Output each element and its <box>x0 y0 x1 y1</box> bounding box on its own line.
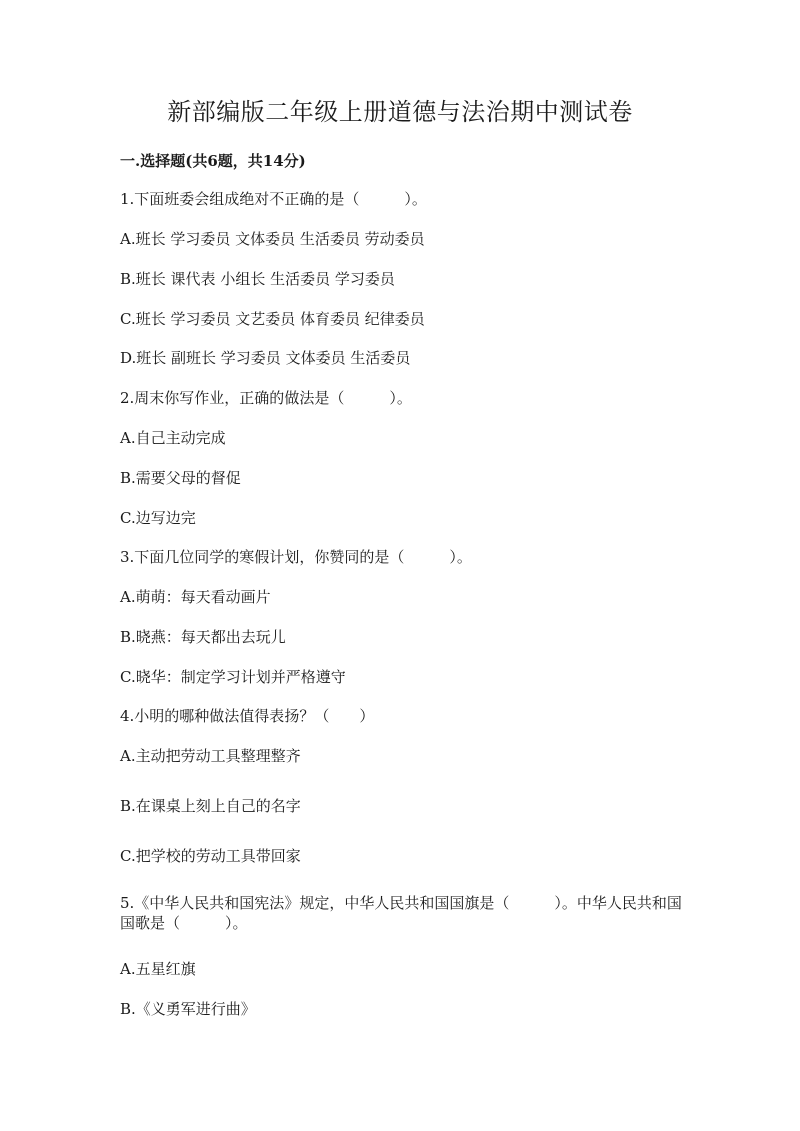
question-3-option-a: A.萌萌：每天看动画片 <box>120 588 271 606</box>
question-4-option-b: B.在课桌上刻上自己的名字 <box>120 797 301 815</box>
question-3-option-c: C.晓华：制定学习计划并严格遵守 <box>120 668 346 686</box>
question-4-option-a: A.主动把劳动工具整理整齐 <box>120 747 301 765</box>
question-5-option-a: A.五星红旗 <box>120 960 196 978</box>
question-5-option-b: B.《义勇军进行曲》 <box>120 1000 256 1018</box>
question-3-option-b: B.晓燕：每天都出去玩儿 <box>120 628 286 646</box>
section-heading: 一.选择题(共6题，共14分) <box>120 152 306 170</box>
question-1-option-c: C.班长 学习委员 文艺委员 体育委员 纪律委员 <box>120 310 425 328</box>
question-2-option-a: A.自己主动完成 <box>120 429 226 447</box>
question-5: 5.《中华人民共和国宪法》规定，中华人民共和国国旗是（ ）。中华人民共和国国歌是（ ）。 <box>120 894 682 932</box>
page-title: 新部编版二年级上册道德与法治期中测试卷 <box>167 98 633 126</box>
question-2-option-b: B.需要父母的督促 <box>120 469 241 487</box>
question-2: 2.周末你写作业，正确的做法是（ ）。 <box>120 389 412 407</box>
question-4: 4.小明的哪种做法值得表扬？（ ） <box>120 707 375 725</box>
question-1-option-d: D.班长 副班长 学习委员 文体委员 生活委员 <box>120 349 411 367</box>
question-2-option-c: C.边写边完 <box>120 509 196 527</box>
question-1-option-a: A.班长 学习委员 文体委员 生活委员 劳动委员 <box>120 230 425 248</box>
question-1-option-b: B.班长 课代表 小组长 生活委员 学习委员 <box>120 270 395 288</box>
question-1: 1.下面班委会组成绝对不正确的是（ ）。 <box>120 190 427 208</box>
question-4-option-c: C.把学校的劳动工具带回家 <box>120 847 301 865</box>
question-3: 3.下面几位同学的寒假计划，你赞同的是（ ）。 <box>120 548 472 566</box>
